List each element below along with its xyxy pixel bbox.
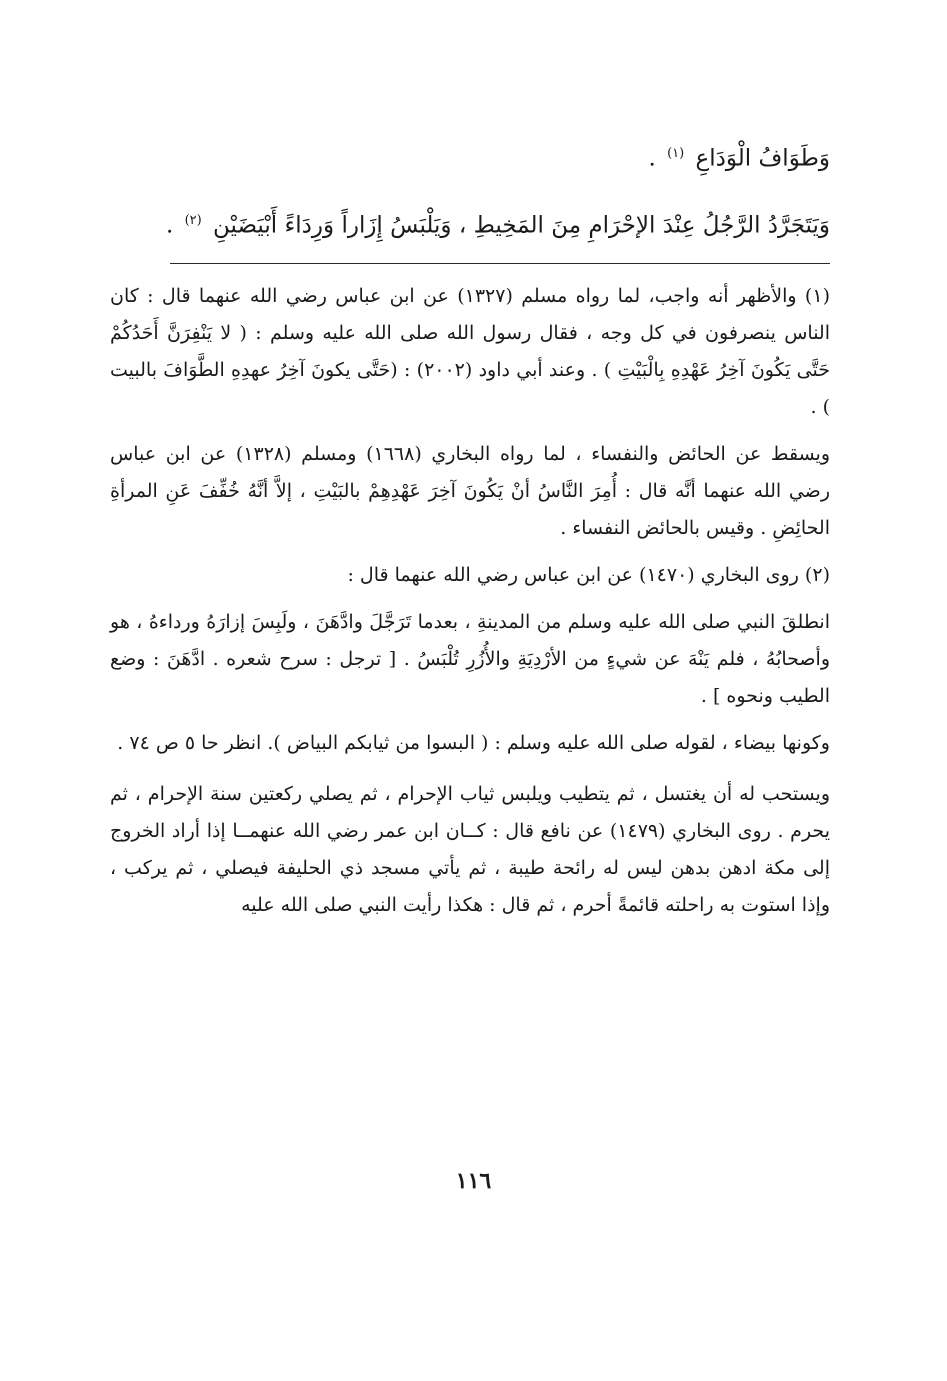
main-text [110,130,830,249]
main-para-ihram-text: وَيَتَجَرَّدُ الرَّجُلُ عِنْدَ الإحْرَامِ مِنَ المَخِيطِ ، وَيَلْبَسُ إِزَاراً وَرِدَاءً أَبْيَضَيْنِ [213,212,830,239]
continuation-paragraph: ويستحب له أن يغتسل ، ثم يتطيب ويلبس ثياب الإحرام ، ثم يصلي ركعتين سنة الإحرام ، ثم يحرم . روى البخاري (١٤٧٩) عن نافع قال : كــان ابن عمر رضي الله عنهمــا إذا أراد الخروج إلى مكة ادهن بدهن ليس له رائحة طيبة ، ثم يأتي مسجد ذي الحليفة فيصلي ، ثم يركب ، وإذا استوت به راحلته قائمةً أحرم ، ثم قال : هكذا رأيت النبي صلى الله عليه [110,783,830,917]
footnote-ref-2: (٢) [184,212,202,228]
footnote-divider [170,263,830,264]
footnote-1-continued: ويسقط عن الحائض والنفساء ، لما رواه البخاري (١٦٦٨) ومسلم (١٣٢٨) عن ابن عباس رضي الله عنهما أنَّه قال : أُمِرَ النَّاسُ أنْ يَكُونَ آخِرَ عَهْدِهِمْ بالبَيْتِ ، إلاَّ أنَّهُ خُفِّفَ عَنِ المرأةِ الحائِضِ . وقيس بالحائض النفساء . [110,443,830,540]
footnote-2-note: وكونها بيضاء ، لقوله صلى الله عليه وسلم : ( البسوا من ثيابكم البياض ). انظر حا ٥ ص ٧٤ . [117,732,830,755]
main-para-ihram-end: . [165,212,174,239]
footnote-2-intro: (٢) روى البخاري (١٤٧٠) عن ابن عباس رضي الله عنهما قال : [347,564,830,587]
continuation-text [110,776,830,924]
main-para-ihram [110,197,830,250]
footnote-ref-1: (١) [667,146,685,161]
footnotes-section [110,278,830,762]
page-body [110,130,830,924]
page-number: ١١٦ [455,1168,492,1194]
main-line-tawaf [110,130,830,183]
main-line-tawaf-text: وَطَوَافُ الْوَدَاعِ [695,145,830,172]
main-line-tawaf-end: . [648,145,656,172]
footnote-2-hadith: انطلقَ النبي صلى الله عليه وسلم من المدينةِ ، بعدما تَرَجَّلَ وادَّهَنَ ، ولَبِسَ إزارَهُ ورداءهُ ، هو وأصحابُهُ ، فلم يَنْهَ عن شيءٍ من الأرْدِيَةِ والأُزُرِ تُلْبَسُ . [ ترجل : سرح شعره . ادَّهَنَ : وضع الطيب ونحوه ] . [110,611,830,708]
footnote-1: (١) والأظهر أنه واجب، لما رواه مسلم (١٣٢٧) عن ابن عباس رضي الله عنهما قال : كان الناس ينصرفون في كل وجه ، فقال رسول الله صلى الله عليه وسلم : ( لا يَنْفِرَنَّ أَحَدُكُمْ حَتَّى يَكُونَ آخِرُ عَهْدِهِ بِالْبَيْتِ ) . وعند أبي داود (٢٠٠٢) : (حَتَّى يكونَ آخِرُ عهدِهِ الطَّوَافَ بالبيت ) . [110,285,830,419]
